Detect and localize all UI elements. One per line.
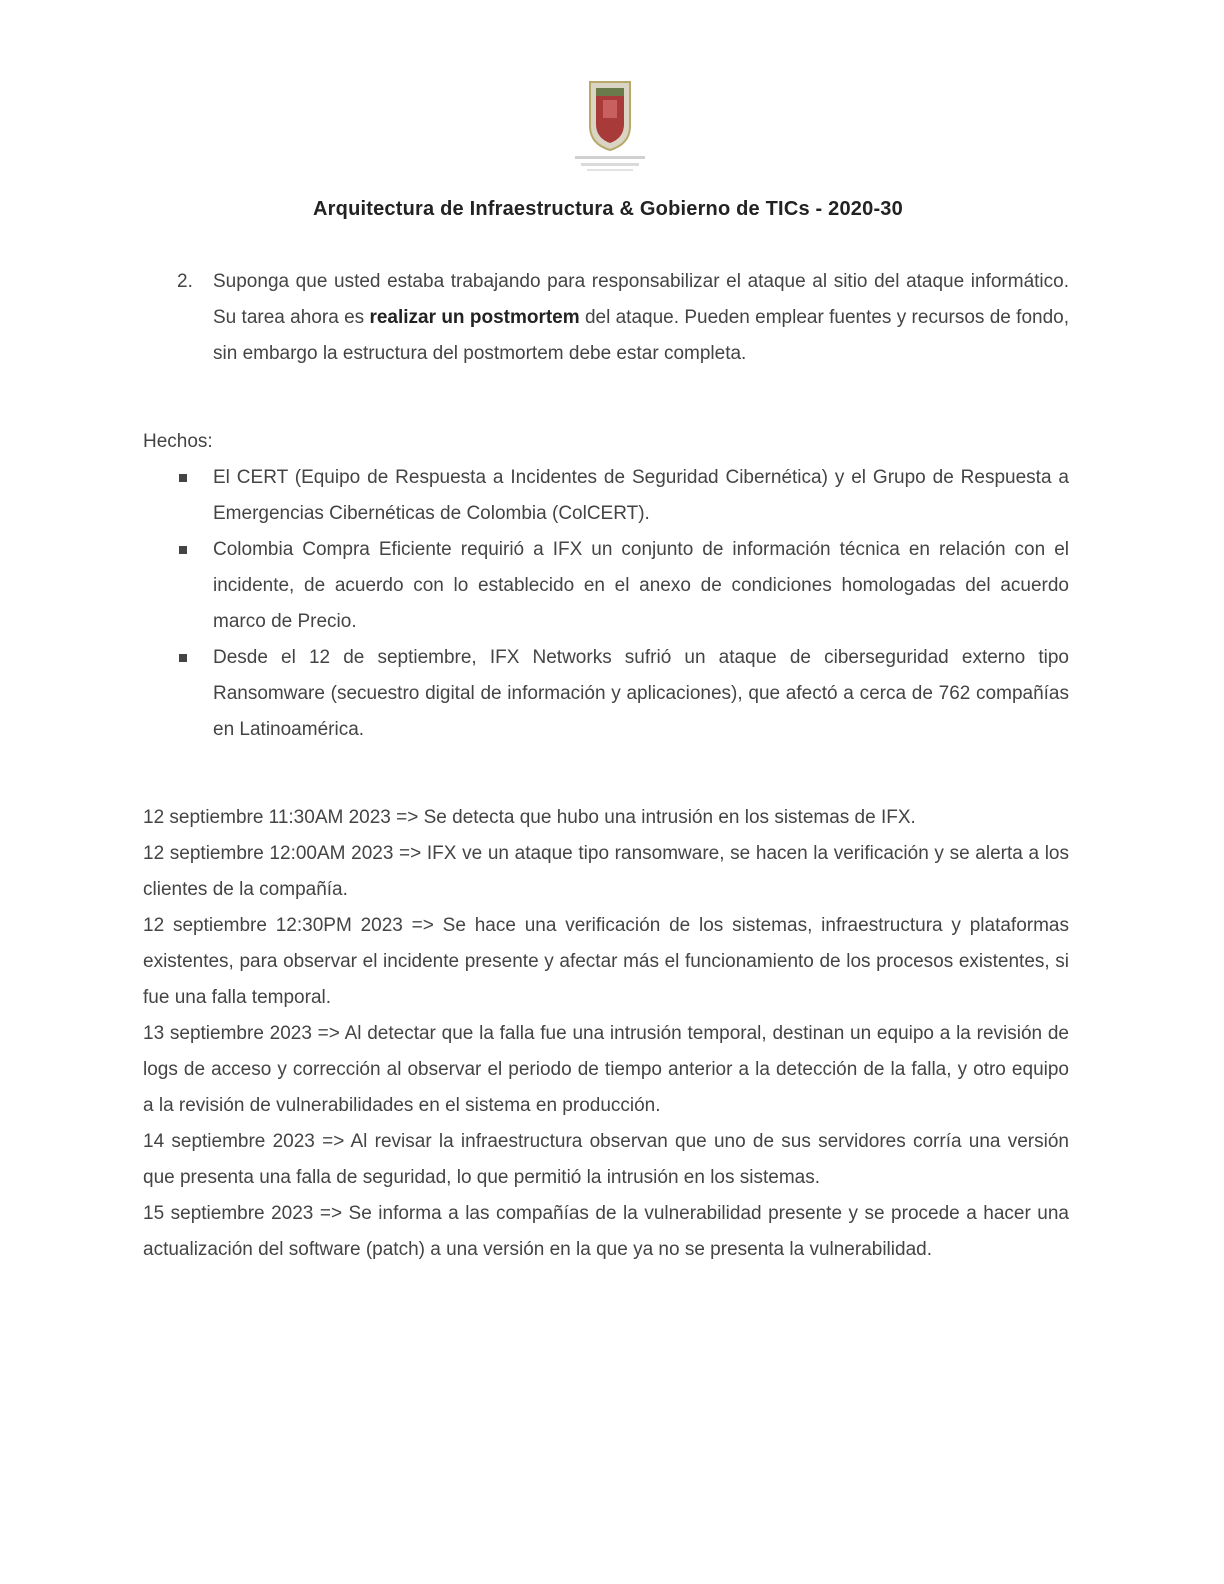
section-label: Hechos: bbox=[143, 431, 213, 452]
list-item bbox=[213, 640, 1069, 748]
bullet-icon bbox=[179, 474, 187, 482]
timeline-entry: 12 septiembre 11:30AM 2023 => Se detecta que hubo una intrusión en los sistemas de IFX. bbox=[143, 807, 916, 828]
timeline-entry: 13 septiembre 2023 => Al detectar que la falla fue una intrusión temporal, destinan un equipo a la revisión de logs de acceso y corrección al observar el periodo de tiempo anterior a la detección de la falla, y otro equipo a la revisión de vulnerabilidades en el sistema en producción. bbox=[143, 1023, 1069, 1116]
document-body bbox=[143, 264, 1069, 1268]
question-emphasis: realizar un postmortem bbox=[369, 307, 580, 328]
question-paragraph bbox=[177, 264, 1069, 372]
timeline-entry: 15 septiembre 2023 => Se informa a las compañías de la vulnerabilidad presente y se procede a hacer una actualización del software (patch) a una versión en la que ya no se presenta la vulnerabilidad. bbox=[143, 1203, 1069, 1260]
list-item-text: Desde el 12 de septiembre, IFX Networks sufrió un ataque de ciberseguridad externo tipo Ransomware (secuestro digital de información y aplicaciones), que afectó a cerca de 762 compañías en Latinoamérica. bbox=[213, 647, 1069, 740]
question-text-before: Suponga que usted estaba trabajando para responsabilizar el ataque al sitio del ataque informático. Su tarea ahora es bbox=[213, 271, 1069, 328]
timeline-entry: 12 septiembre 12:30PM 2023 => Se hace una verificación de los sistemas, infraestructura y plataformas existentes, para observar el incidente presente y afectar más el funcionamiento de los procesos existentes, si fue una falla temporal. bbox=[143, 915, 1069, 1008]
question-text-after: del ataque. Pueden emplear fuentes y recursos de fondo, sin embargo la estructura del postmortem debe estar completa. bbox=[213, 307, 1069, 364]
list-item bbox=[213, 460, 1069, 532]
bullet-icon bbox=[179, 654, 187, 662]
question-number: 2. bbox=[177, 271, 193, 292]
university-crest-logo bbox=[565, 78, 655, 174]
timeline-entry: 14 septiembre 2023 => Al revisar la infraestructura observan que uno de sus servidores corría una versión que presenta una falla de seguridad, lo que permitió la intrusión en los sistemas. bbox=[143, 1131, 1069, 1188]
timeline bbox=[143, 800, 1069, 1268]
list-item-text: El CERT (Equipo de Respuesta a Incidentes de Seguridad Cibernética) y el Grupo de Respuesta a Emergencias Cibernéticas de Colombia (ColCERT). bbox=[213, 467, 1069, 524]
timeline-entry: 12 septiembre 12:00AM 2023 => IFX ve un ataque tipo ransomware, se hacen la verificación y se alerta a los clientes de la compañía. bbox=[143, 843, 1069, 900]
list-item bbox=[213, 532, 1069, 640]
facts-list bbox=[143, 460, 1069, 748]
document-title: Arquitectura de Infraestructura & Gobierno de TICs - 2020-30 bbox=[313, 198, 903, 220]
bullet-icon bbox=[179, 546, 187, 554]
list-item-text: Colombia Compra Eficiente requirió a IFX un conjunto de información técnica en relación con el incidente, de acuerdo con lo establecido en el anexo de condiciones homologadas del acuerdo marco de Precio. bbox=[213, 539, 1069, 632]
